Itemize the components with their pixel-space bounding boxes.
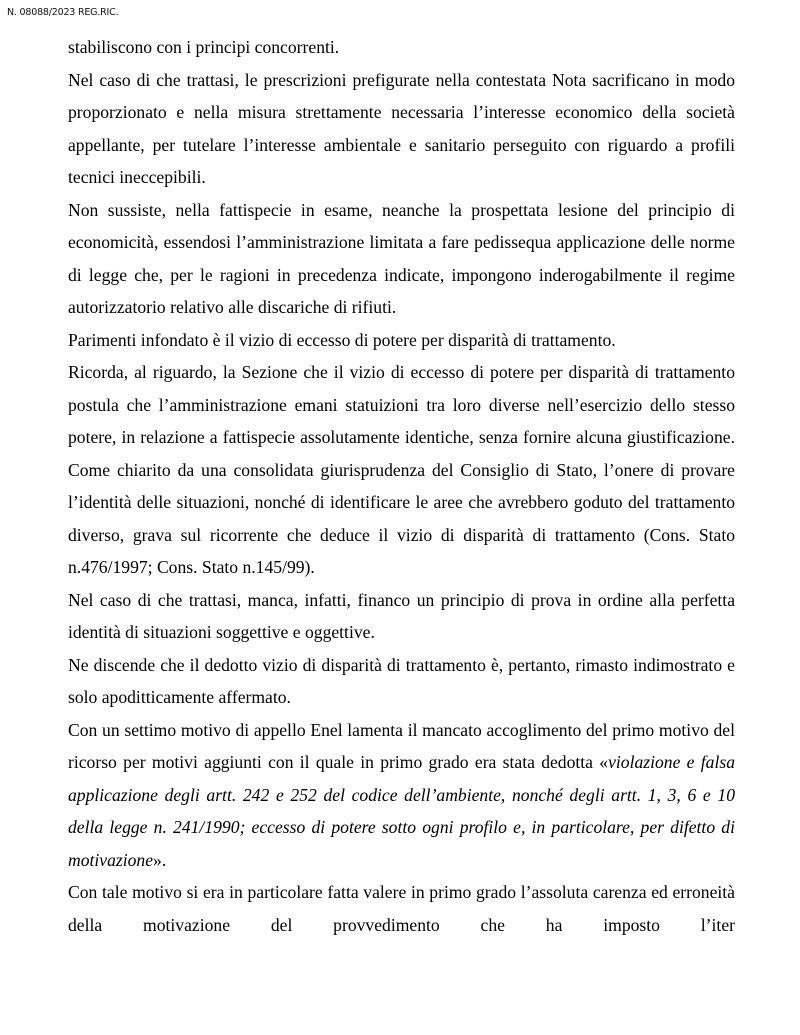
paragraph-disparity-unfounded: Parimenti infondato è il vizio di eccesso di potere per disparità di trattamento. — [68, 329, 616, 350]
paragraph-disparity-doctrine: Ricorda, al riguardo, la Sezione che il vizio di eccesso di potere per disparità di trattamento postula che l’amministrazione emani statuizioni tra loro diverse nell’esercizio dello stesso potere, in relazione a fattispecie assolutamente identiche, senza fornire alcuna giustificazione. Come chiarito da una consolidata giurisprudenza del Consiglio di Stato, l’onere di provare l’identità delle situazioni, nonché di identificare le aree che avrebbero goduto del trattamento diverso, grava sul ricorrente che deduce il vizio di disparità di trattamento (Cons. Stato n.476/1997; Cons. Stato n.145/99). — [68, 362, 735, 577]
document-reference-number: N. 08088/2023 REG.RIC. — [7, 7, 119, 18]
paragraph-economicity: Non sussiste, nella fattispecie in esame, neanche la prospettata lesione del principio di economicità, essendosi l’amministrazione limitata a fare pedissequa applicazione delle norme di legge che, per le ragioni in precedenza indicate, impongono inderogabilmente il regime autorizzatorio relativo alle discariche di rifiuti. — [68, 199, 735, 317]
seventh-ground-quoted-claim: violazione e falsa applicazione degli artt. 242 e 252 del codice dell’ambiente, nonché degli artt. 1, 3, 6 e 10 della legge n. 241/1990; eccesso di potere sotto ogni profilo e, in particolare, per difetto di motivazione — [68, 752, 736, 870]
paragraph-continuation: stabiliscono con i principi concorrenti. — [68, 37, 340, 57]
document-body — [68, 31, 735, 941]
paragraph-seventh-ground — [68, 714, 735, 877]
paragraph-no-proof: Nel caso di che trattasi, manca, infatti, financo un principio di prova in ordine alla perfetta identità di situazioni soggettive e oggettive. — [68, 589, 735, 642]
seventh-ground-intro: Con un settimo motivo di appello Enel lamenta il mancato accoglimento del primo motivo del ricorso per motivi aggiunti con il quale in primo grado era stata dedotta « — [68, 719, 735, 772]
seventh-ground-closing: ». — [153, 849, 167, 870]
paragraph-conclusion: Ne discende che il dedotto vizio di disparità di trattamento è, pertanto, rimasto indimostrato e solo apoditticamente affermato. — [68, 654, 735, 707]
paragraph-motivation-deficiency: Con tale motivo si era in particolare fatta valere in primo grado l’assoluta carenza ed erroneità della motivazione del provvedimento che ha imposto l’iter — [68, 882, 735, 935]
paragraph-proportionality: Nel caso di che trattasi, le prescrizioni prefigurate nella contestata Nota sacrificano in modo proporzionato e nella misura strettamente necessaria l’interesse economico della società appellante, per tutelare l’interesse ambientale e sanitario perseguito con riguardo a profili tecnici ineccepibili. — [68, 69, 735, 187]
